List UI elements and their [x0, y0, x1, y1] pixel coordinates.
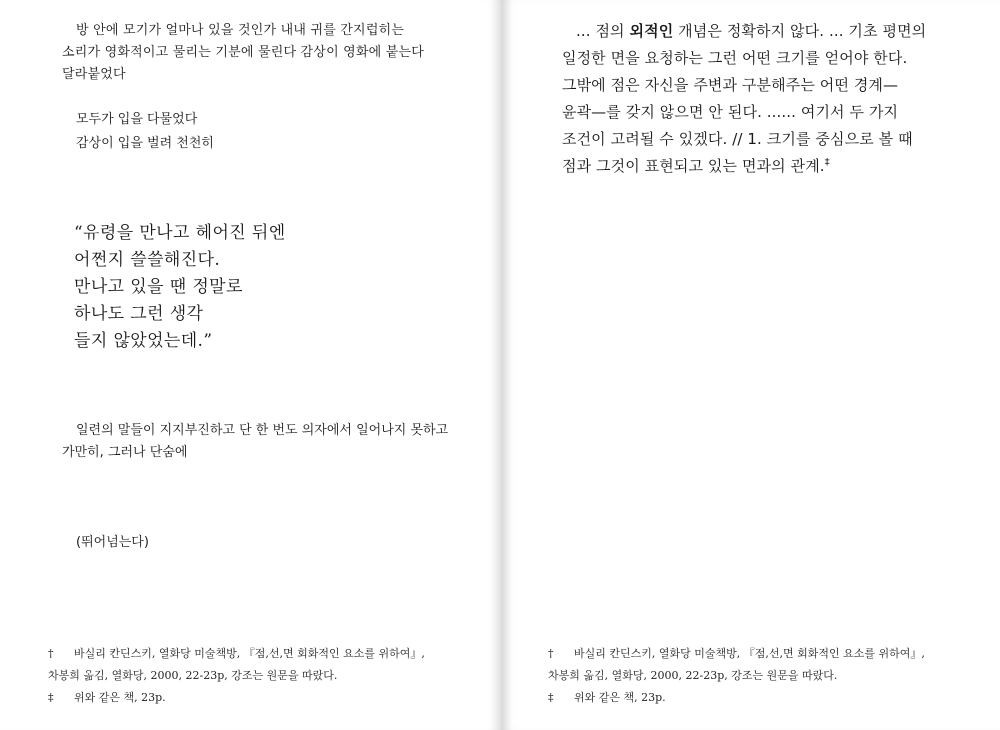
- skip-note: (뛰어넘는다): [76, 535, 149, 550]
- intro-line: 달라붙었다: [62, 67, 126, 82]
- pair-lines: [76, 108, 456, 156]
- ddagger-mark: ‡: [548, 691, 554, 704]
- footnote-ddagger: ‡ 위와 같은 책, 23p.: [48, 687, 468, 709]
- intro-paragraph: [62, 20, 462, 86]
- dagger-mark: †: [48, 647, 54, 660]
- main-line: 그밖에 점은 자신을 주변과 구분해주는 어떤 경계—: [562, 76, 899, 94]
- prose-paragraph: [62, 420, 462, 464]
- footnote-dagger-cont: 차봉희 옮김, 열화당, 2000, 22-23p, 강조는 원문을 따랐다.: [548, 669, 838, 682]
- footnotes-left: [48, 643, 468, 709]
- footnotes-right: [548, 643, 968, 709]
- footnote-dagger: † 바실리 칸딘스키, 열화당 미술책방, 『점,선,면 회화적인 요소를 위하여』,: [48, 643, 468, 665]
- main-line: 일정한 면을 요청하는 그런 어떤 크기를 얻어야 한다.: [562, 49, 908, 67]
- right-page: [500, 0, 1000, 730]
- main-line: ... 점의 외적인 개념은 정확하지 않다. ... 기초 평면의: [576, 22, 927, 40]
- footnote-ref-mark: ‡: [824, 157, 830, 168]
- footnote-dagger: † 바실리 칸딘스키, 열화당 미술책방, 『점,선,면 회화적인 요소를 위하여』,: [548, 643, 968, 665]
- quote-line: 하나도 그런 생각: [74, 304, 204, 324]
- ddagger-mark: ‡: [48, 691, 54, 704]
- kandinsky-quote: [562, 18, 954, 180]
- prose-line: 일련의 말들이 지지부진하고 단 한 번도 의자에서 일어나지 못하고: [76, 423, 449, 438]
- quote-line: 만나고 있을 땐 정말로: [74, 277, 243, 297]
- footnote-ddagger: ‡ 위와 같은 책, 23p.: [548, 687, 968, 709]
- main-line: 점과 그것이 표현되고 있는 면과의 관계.‡: [562, 157, 830, 175]
- prose-line: 가만히, 그러나 단숨에: [62, 445, 188, 460]
- quote-line: 어쩐지 쓸쓸해진다.: [74, 250, 221, 270]
- intro-line: 방 안에 모기가 얼마나 있을 것인가 내내 귀를 간지럽히는: [76, 23, 405, 38]
- main-line: 윤곽—를 갖지 않으면 안 된다. ...... 여기서 두 가지: [562, 103, 899, 121]
- emphasis-word: 외적인: [629, 22, 674, 40]
- main-line: 조건이 고려될 수 있겠다. // 1. 크기를 중심으로 볼 때: [562, 130, 913, 148]
- quote-line: 들지 않았었는데.”: [74, 331, 213, 351]
- dagger-mark: †: [548, 647, 554, 660]
- quote-line: “유령을 만나고 헤어진 뒤엔: [74, 223, 286, 243]
- pair-line: 모두가 입을 다물었다: [76, 112, 198, 127]
- intro-line: 소리가 영화적이고 물리는 기분에 물린다 감상이 영화에 붙는다: [62, 45, 425, 60]
- handwritten-quote: [74, 220, 434, 355]
- footnote-dagger-cont: 차봉희 옮김, 열화당, 2000, 22-23p, 강조는 원문을 따랐다.: [48, 669, 338, 682]
- pair-line: 감상이 입을 벌려 천천히: [76, 136, 214, 151]
